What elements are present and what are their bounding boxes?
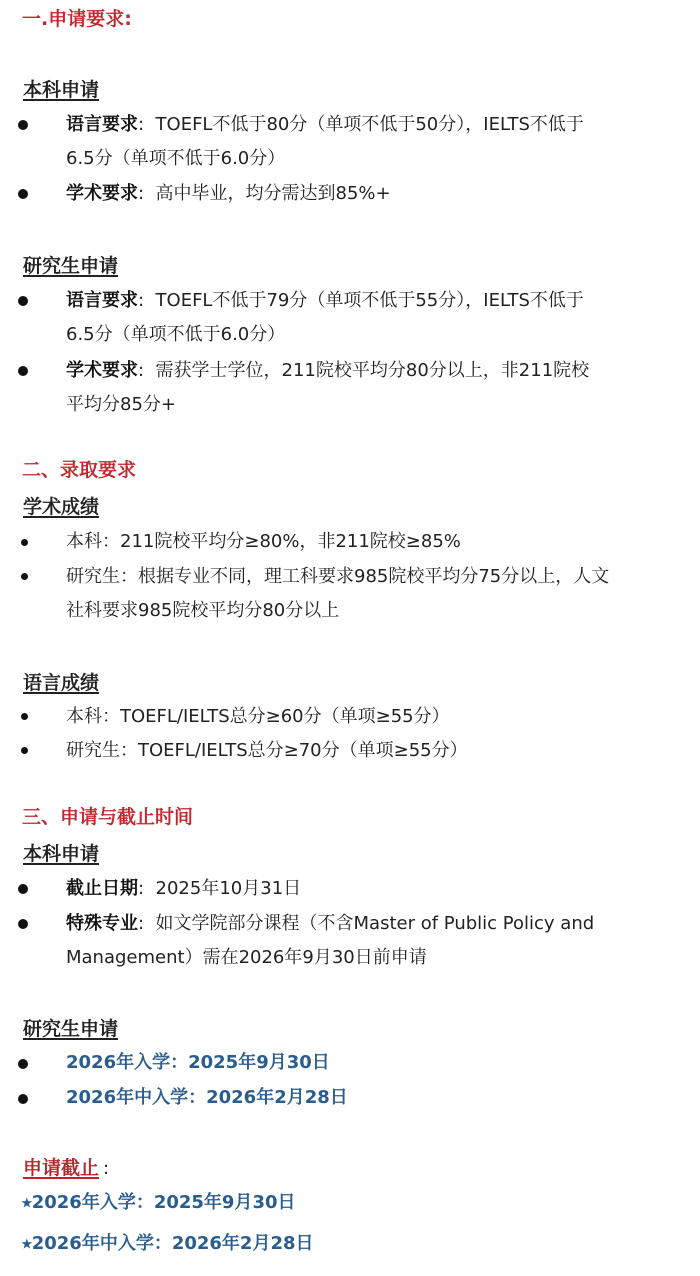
bullet-icon (18, 919, 28, 929)
subheading-grad-deadline: 研究生申请 (23, 1018, 119, 1040)
requirement-key: 学术要求 (66, 360, 138, 381)
requirement-text: 需获学士学位，211院校平均分80分以上，非211院校 (155, 360, 590, 381)
bullet-icon (21, 539, 28, 546)
bullet-icon (21, 747, 28, 754)
key-separator: : (138, 183, 145, 204)
bullet-icon (21, 713, 28, 720)
academic-score-grad-cont: 社科要求985院校平均分80分以上 (66, 600, 340, 621)
undergrad-academic-requirement (66, 181, 391, 207)
key-separator: : (138, 290, 145, 311)
requirement-key: 特殊专业 (66, 913, 138, 934)
academic-score-undergrad: 本科：211院校平均分≥80%，非211院校≥85% (66, 531, 461, 552)
subheading-undergrad-application: 本科申请 (23, 79, 100, 101)
subheading-undergrad-deadline: 本科申请 (23, 843, 100, 865)
bullet-icon (18, 366, 28, 376)
grad-academic-requirement (66, 358, 589, 384)
requirement-text: 如文学院部分课程（不含Master of Public Policy and (155, 913, 595, 934)
grad-intake-2026: 2026年入学：2025年9月30日 (66, 1052, 330, 1073)
key-separator: : (138, 878, 145, 899)
heading-colon: : (103, 1158, 110, 1179)
undergrad-deadline-date (66, 876, 301, 902)
section-title-application-deadlines: 三、申请与截止时间 (22, 806, 194, 828)
language-score-undergrad: 本科：TOEFL/IELTS总分≥60分（单项≥55分） (66, 706, 450, 727)
section-title-application-requirements: 一.申请要求: (22, 8, 132, 30)
deadline-midyear-intake-2026: ⭑2026年中入学：2026年2月28日 (22, 1233, 314, 1254)
bullet-icon (18, 1094, 28, 1104)
deadline-heading-row (23, 1155, 109, 1182)
undergrad-special-programs (66, 911, 594, 937)
bullet-icon (18, 1059, 28, 1069)
academic-score-grad: 研究生：根据专业不同，理工科要求985院校平均分75分以上，人文 (66, 566, 610, 587)
undergrad-language-requirement-cont: 6.5分（单项不低于6.0分） (66, 148, 286, 169)
key-separator: : (138, 114, 145, 135)
subheading-application-deadline: 申请截止 (23, 1157, 100, 1179)
deadline-intake-2026: ⭑2026年入学：2025年9月30日 (22, 1192, 296, 1213)
requirement-text: 高中毕业，均分需达到85%+ (155, 183, 391, 204)
subheading-grad-application: 研究生申请 (23, 255, 119, 277)
grad-academic-requirement-cont: 平均分85分+ (66, 394, 176, 415)
requirement-text: TOEFL不低于80分（单项不低于50分），IELTS不低于 (155, 114, 584, 135)
bullet-icon (18, 296, 28, 306)
bullet-icon (18, 884, 28, 894)
language-score-grad: 研究生：TOEFL/IELTS总分≥70分（单项≥55分） (66, 740, 468, 761)
subheading-academic-scores: 学术成绩 (23, 496, 100, 518)
requirement-text: 2025年10月31日 (155, 878, 302, 899)
undergrad-language-requirement (66, 112, 584, 138)
requirement-key: 语言要求 (66, 114, 138, 135)
bullet-icon (18, 120, 28, 130)
subheading-language-scores: 语言成绩 (23, 672, 100, 694)
key-separator: : (138, 913, 145, 934)
bullet-icon (21, 573, 28, 580)
bullet-icon (18, 189, 28, 199)
requirement-key: 学术要求 (66, 183, 138, 204)
grad-language-requirement-cont: 6.5分（单项不低于6.0分） (66, 324, 286, 345)
key-separator: : (138, 360, 145, 381)
requirement-text: TOEFL不低于79分（单项不低于55分），IELTS不低于 (155, 290, 584, 311)
section-title-admission-requirements: 二、录取要求 (22, 459, 137, 481)
requirement-key: 截止日期 (66, 878, 138, 899)
requirement-key: 语言要求 (66, 290, 138, 311)
undergrad-special-programs-cont: Management）需在2026年9月30日前申请 (66, 947, 427, 968)
grad-language-requirement (66, 288, 584, 314)
grad-midyear-intake-2026: 2026年中入学：2026年2月28日 (66, 1087, 348, 1108)
